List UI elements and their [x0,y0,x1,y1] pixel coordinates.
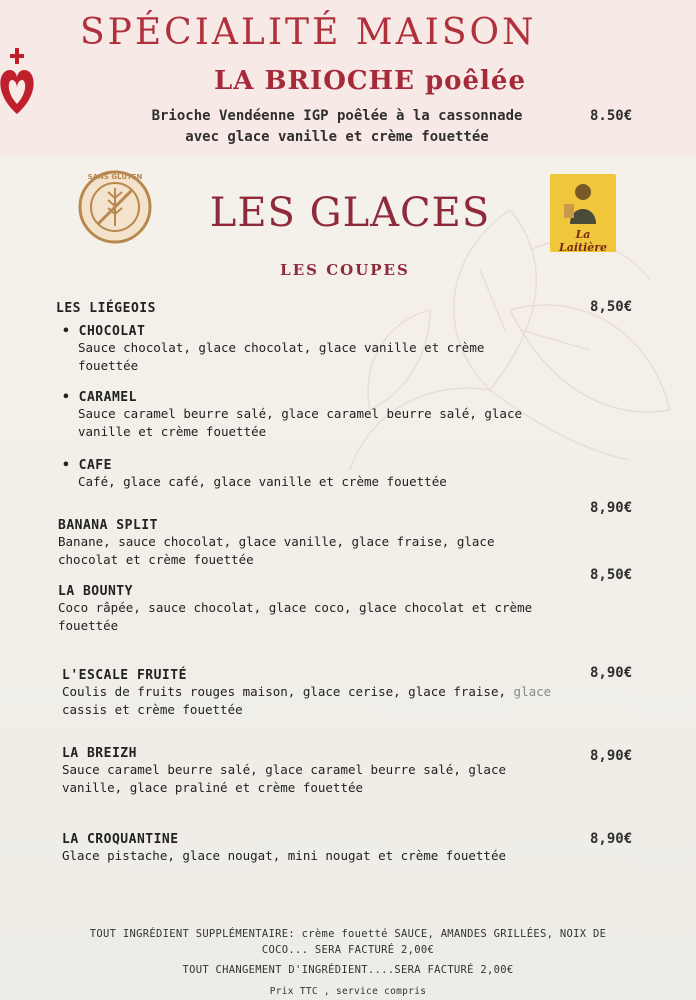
liegeois-title: LES LIÉGEOIS [56,301,156,316]
menu-item-desc-line2: fouettée [58,618,119,633]
menu-item-banana-split [58,518,578,569]
liegeois-item-chocolat [62,324,562,375]
menu-item-la-breizh [62,746,582,797]
banana-split-price: 8,90€ [590,500,633,516]
liegeois-price: 8,50€ [590,299,633,315]
menu-item-desc-line1: Glace pistache, glace nougat, mini nougat et crème fouettée [62,848,507,863]
menu-item-desc-line2: vanille, glace praliné et crème fouettée [62,780,364,795]
la-croquantine-price: 8,90€ [590,831,633,847]
footer-prices-note: Prix TTC , service compris [269,986,427,997]
brioche-description-line1: Brioche Vendéenne IGP poêlée à la cassonnade [151,108,523,124]
liegeois-item-desc-line1: Café, glace café, glace vanille et crème fouettée [78,474,447,489]
menu-item-name: BANANA SPLIT [58,518,158,533]
laitiere-logo [550,174,616,252]
la-breizh-price: 8,90€ [590,748,633,764]
brioche-description [112,106,562,148]
liegeois-item-caramel [62,390,582,441]
liegeois-item-cafe [62,458,562,491]
menu-item-desc-line1-faded: glace [506,684,552,699]
menu-item-name: LA BREIZH [62,746,137,761]
brioche-description-line2: avec glace vanille et crème fouettée [185,129,489,145]
liegeois-item-desc-line1: Sauce caramel beurre salé, glace caramel beurre salé, glace [78,406,523,421]
menu-item-desc-line1: Banane, sauce chocolat, glace vanille, glace fraise, glace [58,534,495,549]
liegeois-item-desc-line2: fouettée [78,358,139,373]
menu-item-name: L'ESCALE FRUITÉ [62,668,187,683]
bullet-icon: • [62,390,71,405]
escale-fruite-price: 8,90€ [590,665,633,681]
liegeois-item-desc-line2: vanille et crème fouettée [78,424,267,439]
laitiere-figure-icon [550,174,616,226]
brioche-price: 8.50€ [590,108,633,124]
gluten-free-badge [78,170,152,244]
menu-item-name: LA CROQUANTINE [62,832,179,847]
footer-line2: COCO... SERA FACTURÉ 2,00€ [261,944,435,956]
menu-item-la-croquantine [62,832,582,865]
menu-item-desc-line1: Sauce caramel beurre salé, glace caramel beurre salé, glace [62,762,507,777]
gluten-free-text: SANS GLUTEN [87,173,143,181]
footer-supplement [40,926,656,958]
footer-line1: TOUT INGRÉDIENT SUPPLÉMENTAIRE: crème fouetté SAUCE, AMANDES GRILLÉES, NOIX DE [89,928,607,940]
bullet-icon: • [62,324,71,339]
liegeois-item-name: CARAMEL [78,390,137,405]
bullet-icon: • [62,458,71,473]
gluten-free-wheat-icon [78,170,152,244]
section-subtitle: LES COUPES [280,261,410,279]
header-title: SPÉCIALITÉ MAISON [80,12,537,53]
footer-change: TOUT CHANGEMENT D'INGRÉDIENT....SERA FACTURÉ 2,00€ [182,964,514,976]
menu-item-name: LA BOUNTY [58,584,133,599]
menu-item-la-bounty [58,584,588,635]
menu-item-desc-line1: Coco râpée, sauce chocolat, glace coco, glace chocolat et crème [58,600,533,615]
menu-item-desc-line1: Coulis de fruits rouges maison, glace cerise, glace fraise, [62,684,507,699]
menu-item-desc-line2: chocolat et crème fouettée [58,552,254,567]
menu-item-escale-fruite [62,668,582,719]
menu-item-desc-line2: cassis et crème fouettée [62,702,243,717]
header-subtitle: LA BRIOCHE poêlée [213,66,527,96]
laitiere-text: La Laitière [558,228,608,254]
section-title: LES GLACES [209,190,491,236]
liegeois-item-desc-line1: Sauce chocolat, glace chocolat, glace vanille et crème [78,340,485,355]
liegeois-item-name: CAFE [78,458,112,473]
liegeois-item-name: CHOCOLAT [78,324,146,339]
la-bounty-price: 8,50€ [590,567,633,583]
vendee-heart-logo-icon [0,44,34,118]
